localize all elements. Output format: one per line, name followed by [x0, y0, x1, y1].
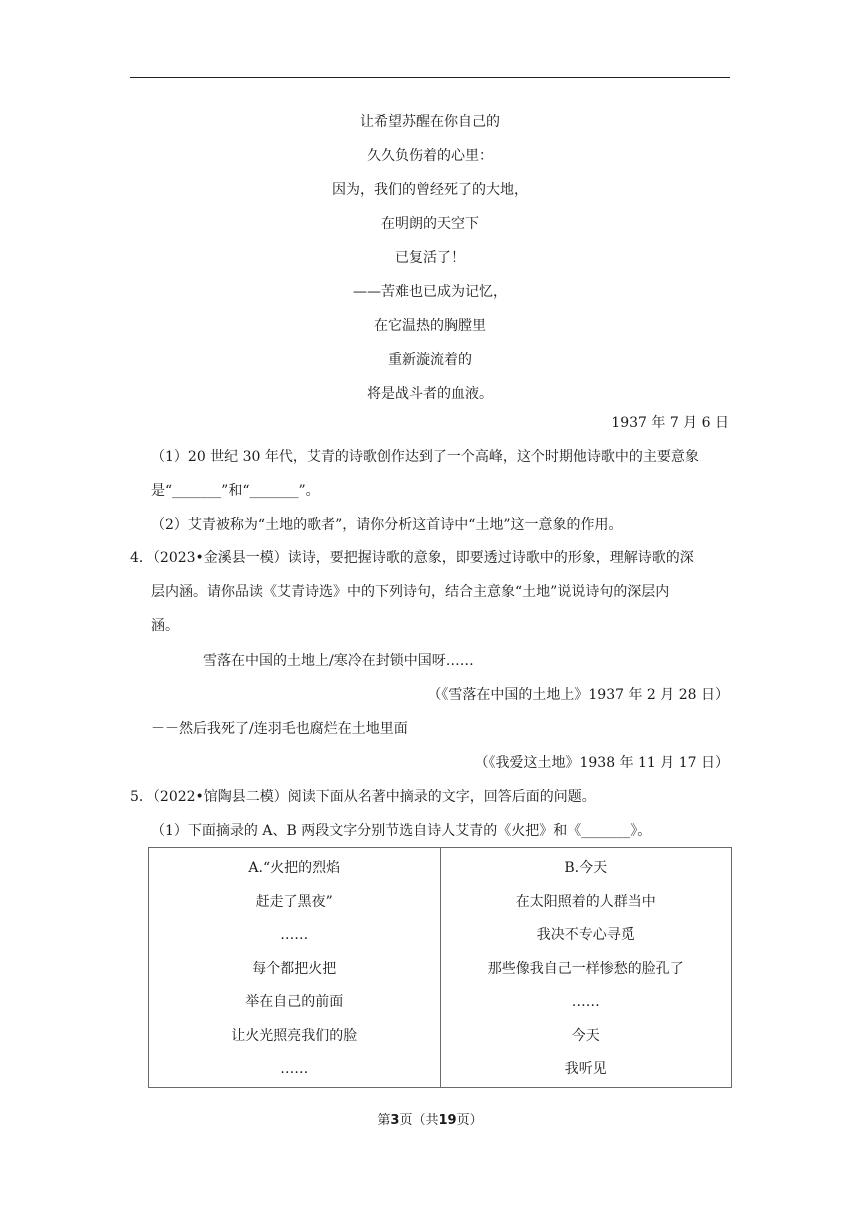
q4-line1: 4．（2023•金溪县一模）读诗，要把握诗歌的意象，即要透过诗歌中的形象，理解诗歌的深	[130, 550, 694, 566]
excerpt-line: 我听见	[564, 1061, 607, 1077]
excerpt-column-a	[149, 848, 440, 1087]
excerpt-table	[148, 847, 732, 1088]
excerpt-line: 让火光照亮我们的脸	[231, 1027, 358, 1044]
poem-block	[0, 110, 860, 416]
excerpt-line: A.“火把的烈焰	[248, 860, 341, 876]
q3-sub1-line2: 是“_______”和“_______”。	[151, 483, 320, 499]
q4-quote2: －－然后我死了/连羽毛也腐烂在土地里面	[151, 721, 408, 737]
page-number: 3	[390, 1113, 400, 1128]
excerpt-line: 赶走了黑夜”	[255, 893, 333, 910]
excerpt-line: 今天	[571, 1027, 600, 1044]
poem-line: 已复活了！	[395, 250, 465, 266]
excerpt-line: ……	[280, 1061, 309, 1077]
q4-line2: 层内涵。请你品读《艾青诗选》中的下列诗句，结合主意象“土地”说说诗句的深层内	[151, 584, 670, 600]
footer-prefix: 第	[377, 1113, 391, 1128]
poem-line: 重新漩流着的	[388, 352, 472, 368]
q4-quote1: 雪落在中国的土地上/寒冷在封锁中国呀……	[203, 653, 474, 669]
excerpt-line: ……	[571, 994, 600, 1010]
header-rule	[130, 77, 730, 78]
poem-line: ——苦难也已成为记忆，	[353, 284, 507, 300]
excerpt-line: 那些像我自己一样惨愁的脸孔了	[487, 960, 684, 977]
poem-line: 让希望苏醒在你自己的	[360, 114, 500, 130]
poem-line: 在明朗的天空下	[381, 216, 479, 232]
q5-line1: 5．（2022•馆陶县二模）阅读下面从名著中摘录的文字，回答后面的问题。	[130, 789, 596, 805]
excerpt-line: B.今天	[564, 860, 608, 876]
q4-line3: 涵。	[151, 618, 179, 634]
q5-sub1: （1）下面摘录的 A、B 两段文字分别节选自诗人艾青的《火把》和《_______》。	[151, 823, 652, 839]
page-footer	[0, 1109, 860, 1128]
excerpt-column-b	[440, 848, 732, 1087]
excerpt-line: 我决不专心寻觅	[536, 927, 635, 943]
footer-mid: 页（共	[399, 1113, 439, 1128]
page-total: 19	[438, 1113, 457, 1128]
poem-date: 1937 年 7 月 6 日	[611, 415, 729, 431]
q3-sub2: （2）艾青被称为“土地的歌者”，请你分析这首诗中“土地”这一意象的作用。	[151, 517, 623, 533]
poem-line: 将是战斗者的血液。	[367, 386, 493, 402]
excerpt-line: 每个都把火把	[252, 960, 337, 977]
poem-line: 在它温热的胸膛里	[374, 318, 486, 334]
poem-line: 久久负伤着的心里：	[367, 148, 493, 164]
excerpt-line: ……	[280, 927, 309, 943]
excerpt-line: 举在自己的前面	[245, 994, 344, 1010]
excerpt-line: 在太阳照着的人群当中	[515, 893, 656, 910]
q4-source2: （《我爱这土地》1938 年 11 月 17 日）	[474, 755, 729, 771]
footer-suffix: 页）	[456, 1113, 483, 1128]
q4-source1: （《雪落在中国的土地上》1937 年 2 月 28 日）	[427, 687, 729, 703]
q3-sub1-line1: （1）20 世纪 30 年代，艾青的诗歌创作达到了一个高峰，这个时期他诗歌中的主要意象	[151, 449, 699, 465]
poem-line: 因为，我们的曾经死了的大地，	[332, 182, 528, 198]
